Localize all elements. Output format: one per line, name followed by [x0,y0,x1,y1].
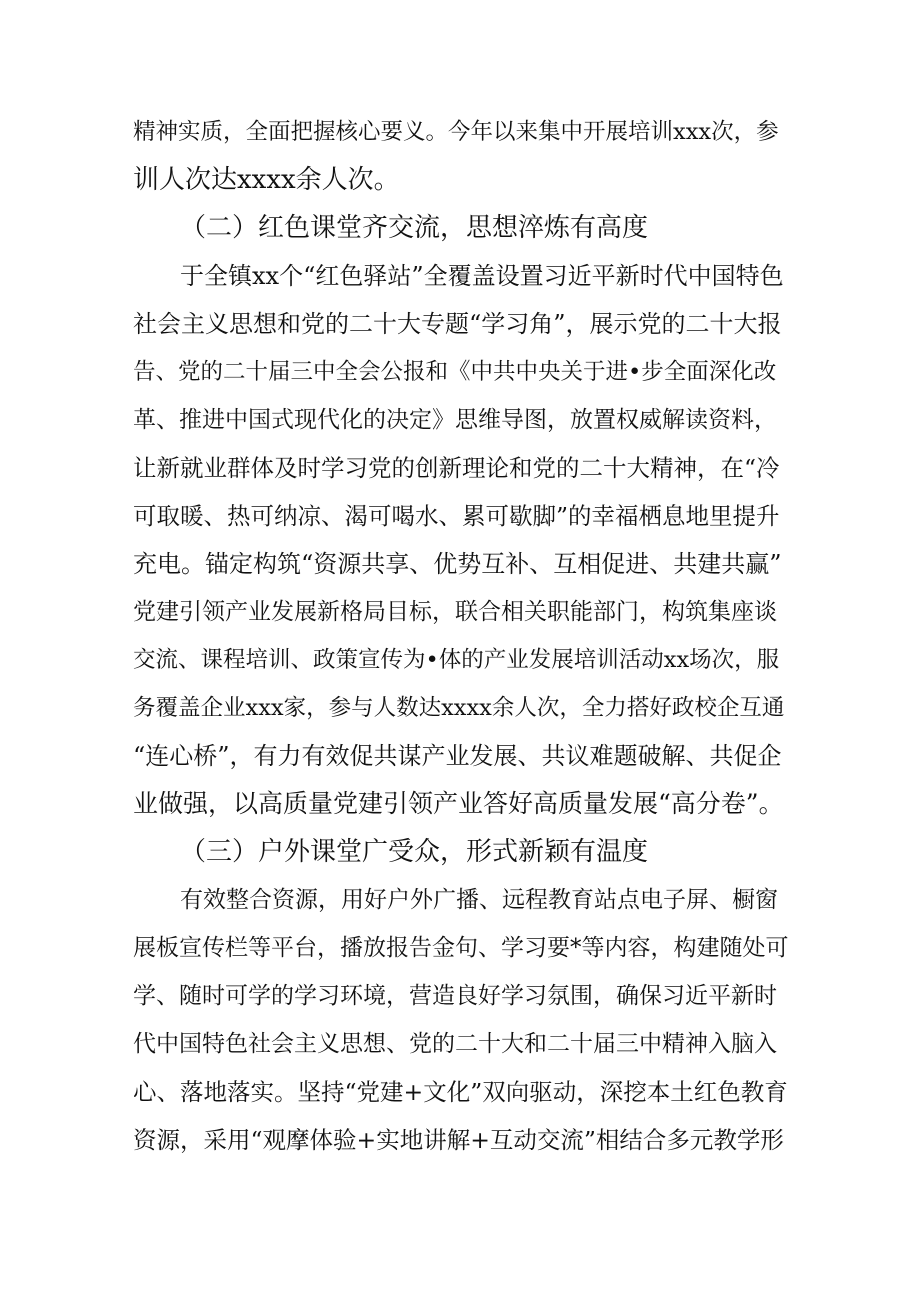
section-heading: （三）户外课堂广受众，形式新颖有温度 [180,837,649,867]
text-line: 资源，采用“观摩体验+实地讲解+互动交流”相结合多元教学形 [133,1126,784,1154]
text-line: 展板宣传栏等平台，播放报告金句、学习要*等内容，构建随处可 [133,935,789,961]
section-heading: （二）红色课堂齐交流，思想淬炼有高度 [180,213,649,243]
text-line: 业做强，以高质量党建引领产业答好高质量发展“高分卷”。 [133,789,784,818]
text-line: 社会主义思想和党的二十大专题“学习角”，展示党的二十大报 [133,310,782,338]
text-line: 党建引领产业发展新格局目标，联合相关职能部门，构筑集座谈 [133,599,777,625]
text-line: 学、随时可学的学习环境，营造良好学习氛围，确保习近平新时 [133,983,777,1009]
text-line: 告、党的二十届三中全会公报和《中共中央关于进•步全面深化改 [133,359,777,385]
text-line: 于全镇xx个“红色驿站”全覆盖设置习近平新时代中国特色 [180,262,784,290]
text-line: “连心桥”，有力有效促共谋产业发展、共议难题破解、共促企 [133,742,782,770]
text-line: 可取暖、热可纳凉、渴可喝水、累可歇脚”的幸福栖息地里提升 [133,502,780,530]
text-line: 训人次达xxxx余人次。 [133,165,400,195]
text-line: 让新就业群体及时学习党的创新理论和党的二十大精神，在“冷 [133,454,780,482]
text-line: 有效整合资源，用好户外广播、远程教育站点电子屏、橱窗 [180,887,778,913]
text-line: 革、推进中国式现代化的决定》思维导图，放置权威解读资料， [133,407,777,433]
text-line: 充电。锚定构筑“资源共享、优势互补、互相促进、共建共赢” [133,550,782,578]
text-line: 精神实质，全面把握核心要义。今年以来集中开展培训xxx次，参 [133,119,779,145]
text-line: 心、落地落实。坚持“党建+文化”双向驱动，深挖本土红色教育 [133,1078,788,1106]
text-line: 代中国特色社会主义思想、党的二十大和二十届三中精神入脑入 [133,1031,777,1057]
text-line: 交流、课程培训、政策宣传为•体的产业发展培训活动xx场次，服 [133,647,780,673]
text-line: 务覆盖企业xxx家，参与人数达xxxx余人次，全力搭好政校企互通 [133,695,785,721]
